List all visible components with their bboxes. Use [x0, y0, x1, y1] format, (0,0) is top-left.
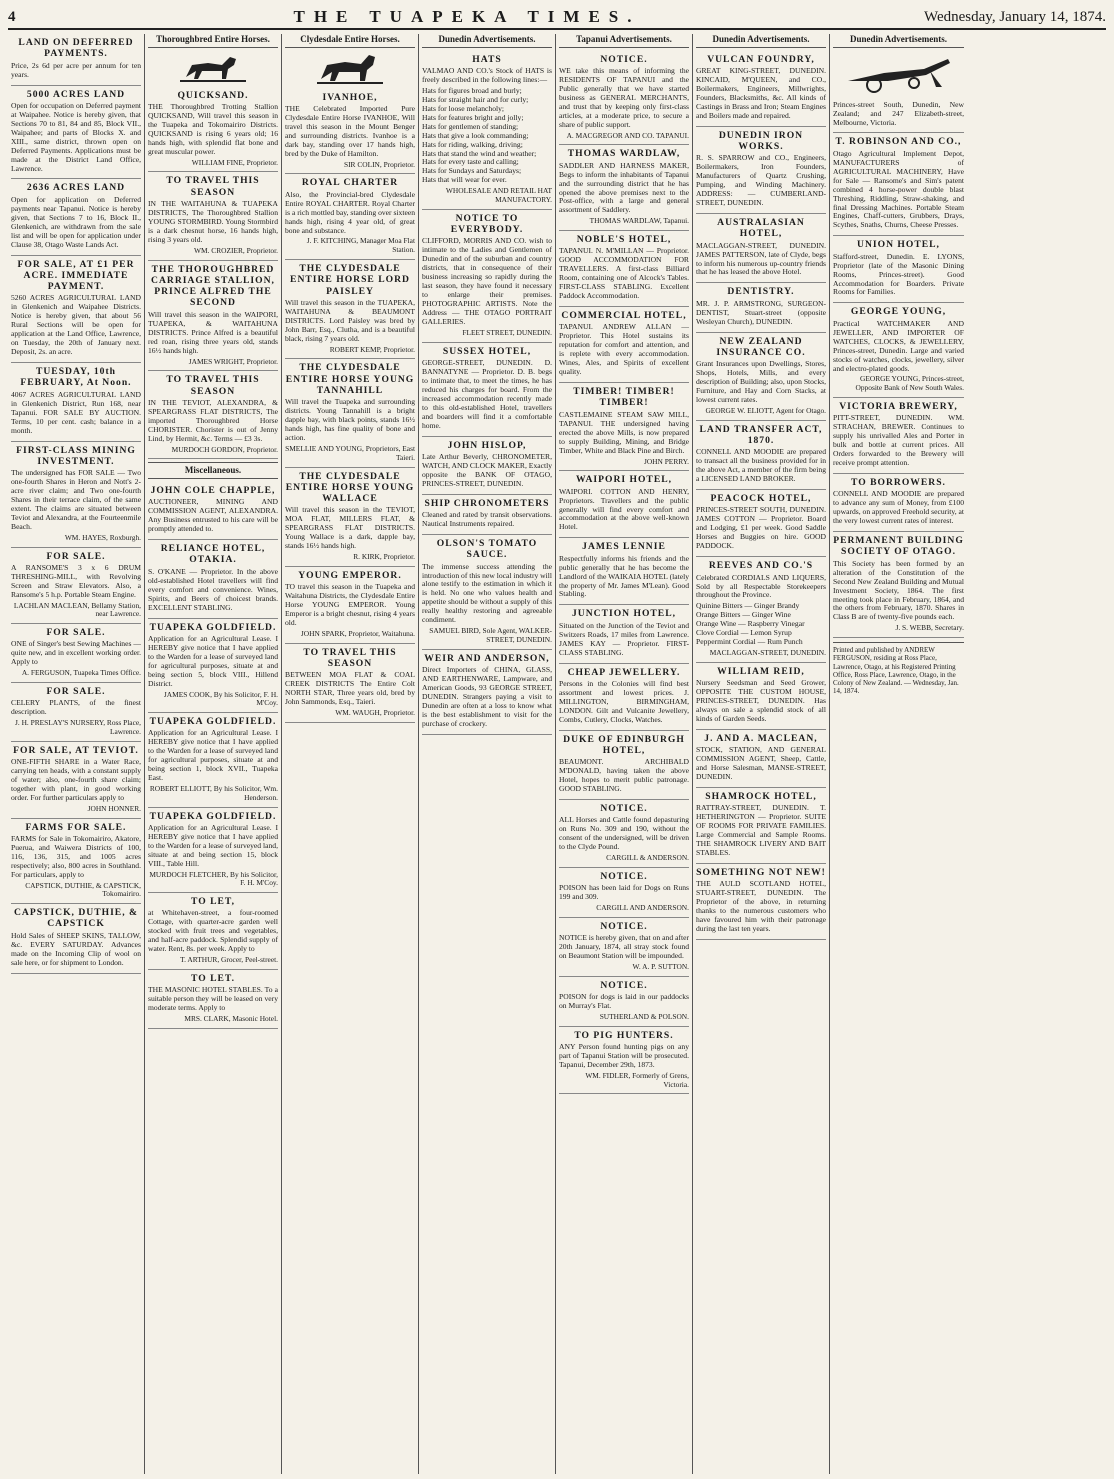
- advertisement-heading: LAND TRANSFER ACT, 1870.: [699, 423, 823, 447]
- advertisement: [696, 730, 826, 788]
- advertisement-heading: COMMERCIAL HOTEL,: [561, 310, 687, 322]
- advertisement: [148, 540, 278, 618]
- advertisement: [285, 174, 415, 260]
- advertisement-body: IN THE TEVIOT, ALEXANDRA, & SPEARGRASS FLAT DISTRICTS, The imported Thoroughbred Horse CHORISTER. Chorister is out of Jenny Lind, by Hermit, &c. Terms — £3 3s.: [148, 397, 278, 443]
- advertisement-body: TAPANUI. ANDREW ALLAN — Proprietor. This Hotel sustains its reputation for comfort and attention, and is replete with every accommodation. Wines, Ales, and Spirits of excellent quality.: [559, 322, 689, 377]
- advertisement-body: Respectfully informs his friends and the public generally that he has become the Landlord of the WAIKAIA HOTEL (lately the property of Mr. James M'Lean). Good Stabling.: [559, 553, 689, 599]
- advertisement-heading: TUAPEKA GOLDFIELD.: [149, 621, 277, 633]
- advertisement-body: Situated on the Junction of the Teviot and Switzers Roads, 17 miles from Lawrence. JAMES KAY — Proprietor. FIRST-CLASS STABLING.: [559, 620, 689, 657]
- list-item: Hats that will wear for ever.: [422, 175, 507, 185]
- advertisement-body: POISON has been laid for Dogs on Runs 199 and 309.: [559, 883, 689, 902]
- advertisement: [285, 567, 415, 644]
- advertisement-body: VALMAO AND CO.'s Stock of HATS is freely described in the following lines:—: [422, 65, 552, 84]
- advertisement-heading: THE THOROUGHBRED CARRIAGE STALLION, PRINCE ALFRED THE SECOND: [151, 263, 275, 309]
- advertisement-body: BETWEEN MOA FLAT & COAL CREEK DISTRICTS The Entire Colt NORTH STAR, Three years old, bred by John Sammonds, Esq., Taieri.: [285, 670, 415, 707]
- column-5: [556, 34, 693, 1474]
- advertisement-body: MR. J. P. ARMSTRONG, SURGEON-DENTIST, Stuart-street (opposite Wesleyan Church), DUNEDIN.: [696, 298, 826, 326]
- advertisement: [11, 683, 141, 742]
- advertisement: [422, 343, 552, 437]
- advertisement-body: THE MASONIC HOTEL STABLES. To a suitable person they will be leased on very moderate terms. Apply to: [148, 985, 278, 1013]
- advertisement-body: Will travel this season in the WAIPORI, TUAPEKA, & WAITAHUNA DISTRICTS. Prince Alfred is a beautiful red roan, rising three years old, stands 16½ hands high.: [148, 309, 278, 355]
- plough-illustration-icon: [844, 51, 954, 95]
- advertisement: [422, 51, 552, 210]
- advertisement-signature: GEORGE W. ELIOTT, Agent for Otago.: [705, 405, 826, 415]
- advertisement-heading: AUSTRALASIAN HOTEL,: [717, 216, 805, 240]
- list-item: Hats for figures broad and burly;: [422, 85, 522, 95]
- advertisement: [148, 808, 278, 894]
- advertisement-signature: JAMES COOK, By his Solicitor, F. H. M'Coy.: [163, 689, 278, 708]
- advertisement-heading: DENTISTRY.: [727, 286, 795, 298]
- advertisement-body: ALL Horses and Cattle found depasturing on Runs No. 309 and 190, without the consent of the undersigned, will be driven to the Clyde Pound.: [559, 815, 689, 852]
- advertisement: [148, 371, 278, 459]
- column-7: [830, 34, 967, 1474]
- column-1: [8, 34, 145, 1474]
- advertisement: [285, 89, 415, 175]
- advertisement-body: Hold Sales of SHEEP SKINS, TALLOW, &c. EVERY SATURDAY. Advances made on the Incoming Clip of wool on sale here, or for shipment to London.: [11, 930, 141, 967]
- advertisement: [422, 210, 552, 343]
- advertisement: [11, 86, 141, 180]
- list-item: Hats for straight hair and for curly;: [422, 94, 529, 104]
- column-heading: Tapanui Advertisements.: [559, 34, 689, 48]
- advertisement-heading: SHIP CHRONOMETERS: [424, 497, 550, 509]
- advertisement-heading: PERMANENT BUILDING SOCIETY OF OTAGO.: [833, 535, 964, 558]
- advertisement-heading: TO LET.: [191, 972, 235, 984]
- advertisement-heading: FOR SALE.: [46, 686, 106, 698]
- advertisement-body: This Society has been formed by an alteration of the Constitution of the Second New Zealand Building and Mutual Investment Society, 1864. The first meeting took place in February, 1864, and the others from February, 1870. Shares in Class B are of twenty-five pounds each.: [833, 558, 964, 622]
- advertisement: [833, 236, 964, 303]
- advertisement-heading: GEORGE YOUNG,: [850, 306, 947, 318]
- advertisement-heading: TIMBER! TIMBER! TIMBER!: [573, 386, 675, 409]
- advertisement-heading: IVANHOE,: [322, 91, 378, 103]
- column-3: [282, 34, 419, 1474]
- advertisement-body: 4067 ACRES AGRICULTURAL LAND in Glenkenich District, Run 168, near Tapanui. FOR SALE BY AUCTION. Terms, 10 per cent. cash; balance in a month.: [11, 389, 141, 435]
- advertisement: [559, 977, 689, 1027]
- advertisement-body: Stafford-street, Dunedin. E. LYONS, Proprietor (late of the Masonic Dining Rooms, Princes-street). Good Accommodation for Boarders. Private Rooms for Families.: [833, 251, 964, 297]
- advertisement: [148, 87, 278, 173]
- advertisement-heading: REEVES AND CO.'S: [708, 560, 814, 572]
- advertisement-body: WE take this means of informing the RESIDENTS OF TAPANUI and the Public generally that we have started business as GENERAL MERCHANTS, and trust that by keeping only first-class articles, at a moderate price, to secure a share of public support.: [559, 65, 689, 129]
- advertisement: [422, 535, 552, 650]
- advertisement-signature: CARGILL AND ANDERSON.: [596, 903, 689, 913]
- advertisement: [11, 442, 141, 548]
- advertisement-body: 5260 ACRES AGRICULTURAL LAND in Glenkenich and Waipahee Districts. Notice is hereby given, that about 56 Rural Sections will be open for application at the Land Office, Lawrence, on Tuesday, the 20th of January next. Deposit, 2s. an acre.: [11, 293, 141, 357]
- advertisement-body: Open for occupation on Deferred payment at Waipahee. Notice is hereby given, that Sections 70 to 81, 84 and 85, Block VII., Waipahee; and parts of Blocks X. and XIII., same district, thrown open on Deferred Payments. Applications must be made at the District Land Office, Lawrence.: [11, 100, 141, 173]
- advertisement: [285, 260, 415, 359]
- newspaper-title: THE TUAPEKA TIMES.: [293, 7, 641, 26]
- advertisement-heading: JAMES LENNIE: [582, 541, 666, 553]
- advertisement-body: MACLAGGAN-STREET, DUNEDIN. JAMES PATTERSON, late of Clyde, begs to inform his numerous up-country friends that he has leased the above Hotel.: [696, 240, 826, 277]
- advertisement-body: FARMS for Sale in Tokomairiro, Akatore, Puerua, and Waiwera Districts of 100, 116, 136, 315, and 1005 acres respectively; also, 800 acres in Southland. For particulars, apply to: [11, 833, 141, 879]
- advertisement-heading: THOMAS WARDLAW,: [567, 148, 681, 160]
- advertisement-signature: JOHN PERRY.: [643, 456, 689, 466]
- advertisement: [11, 363, 141, 441]
- advertisement: [696, 127, 826, 214]
- advertisement-heading: TO TRAVEL THIS SEASON: [303, 646, 397, 670]
- advertisement-signature: T. ARTHUR, Grocer, Peel-street.: [180, 955, 278, 965]
- advertisement-heading: VICTORIA BREWERY,: [839, 400, 958, 412]
- advertisement: [696, 663, 826, 730]
- advertisement: [11, 34, 141, 86]
- advertisement-heading: NOTICE.: [600, 920, 648, 932]
- advertisement-heading: NEW ZEALAND INSURANCE CO.: [716, 335, 806, 358]
- advertisement-signature: WM. FIDLER, Formerly of Grens, Victoria.: [585, 1070, 689, 1089]
- advertisement-signature: WILLIAM FINE, Proprietor.: [191, 157, 278, 167]
- column-heading: Dunedin Advertisements.: [833, 34, 964, 48]
- advertisement-body: Princes-street South, Dunedin, New Zealand; and 247 Elizabeth-street, Melbourne, Victoria.: [833, 99, 964, 127]
- advertisement-body: Direct Importers of CHINA, GLASS, AND EARTHENWARE, Lampware, and American Goods, 93 GEORGE STREET, DUNEDIN. Strangers paying a visit to Dunedin are often at a loss to know what is the best establishment to visit for the purchase of crockery.: [422, 665, 552, 728]
- issue-date: Wednesday, January 14, 1874.: [924, 8, 1106, 25]
- masthead: [8, 6, 1106, 30]
- advertisement-body: Otago Agricultural Implement Depot, MANUFACTURERS of AGRICULTURAL MACHINERY, Have for Sale — Ransome's and Sim's patent combined 4 horse-power double blast Threshing, Riddling, Straw-shaking, and final Dressing Machines. Portable Steam Engines, Chaff-cutters, Grubbers, Drays, Scythes, Snaths, Churns, Cheese Presses.: [833, 148, 964, 230]
- advertisement-heading: WILLIAM REID,: [717, 665, 805, 677]
- advertisement: [696, 557, 826, 663]
- advertisement: [559, 1027, 689, 1095]
- advertisement-heading: TUAPEKA GOLDFIELD.: [149, 716, 277, 727]
- advertisement-body: PRINCES-STREET SOUTH, DUNEDIN. JAMES COTTON — Proprietor. Board and Lodging, £1 per week. Good Saddle Horses and Buggies on hire. GOOD PADDOCK.: [696, 505, 826, 551]
- advertisement-body: Also, the Provincial-bred Clydesdale Entire ROYAL CHARTER. Royal Charter is a rich mottled bay, standing over sixteen hands high, rising 4 year old, of great bone and substance.: [285, 189, 415, 235]
- advertisement-signature: A. FERGUSON, Tuapeka Times Office.: [21, 668, 141, 678]
- column-heading: Dunedin Advertisements.: [696, 34, 826, 48]
- advertisement-body: Price, 2s 6d per acre per annum for ten years.: [11, 60, 141, 79]
- advertisement-body: TAPANUI. N. M'MILLAN — Proprietor. GOOD ACCOMMODATION FOR TRAVELLERS. A first-class Billiard Room, containing one of Alcock's Tables. FIRST-CLASS STABLING. Excellent Paddock Accommodation.: [559, 246, 689, 301]
- advertisement-heading: JUNCTION HOTEL,: [571, 608, 677, 620]
- advertisement-signature: R. KIRK, Proprietor.: [353, 552, 415, 562]
- advertisement: [833, 303, 964, 398]
- advertisement-heading: OLSON'S TOMATO SAUCE.: [436, 537, 538, 561]
- list-item: Hats for loose melancholy;: [422, 103, 505, 113]
- advertisement-heading: J. AND A. MACLEAN,: [704, 732, 818, 744]
- list-item: Hats for gentlemen of standing;: [422, 121, 519, 131]
- advertisement: [422, 437, 552, 495]
- advertisement-body: Celebrated CORDIALS AND LIQUERS, Sold by all Respectable Storekeepers throughout the Province.: [696, 572, 826, 600]
- advertisement-signature: J. S. WEBB, Secretary.: [895, 623, 964, 633]
- advertisement: [696, 283, 826, 332]
- advertisement-signature: SUTHERLAND & POLSON.: [599, 1012, 689, 1022]
- advertisement: [696, 51, 826, 127]
- advertisement-body: CELERY PLANTS, of the finest description.: [11, 698, 141, 717]
- advertisement-heading: FOR SALE, AT TEVIOT.: [13, 744, 139, 756]
- advertisement-body: A RANSOME'S 3 x 6 DRUM THRESHING-MILL, with Revolving Screen and Straw Elevators. Also, a Ransome's 5 h.p. Portable Steam Engine.: [11, 562, 141, 599]
- list-item: Peppermint Cordial — Rum Punch: [696, 637, 803, 647]
- advertisement: [11, 256, 141, 364]
- advertisement: [696, 214, 826, 283]
- advertisement-heading: UNION HOTEL,: [857, 239, 940, 251]
- advertisement-heading: TUAPEKA GOLDFIELD.: [149, 810, 277, 822]
- advertisement: [559, 664, 689, 731]
- advertisement-signature: J. F. KITCHING, Manager Moa Flat Station.: [306, 236, 415, 255]
- advertisement-signature: ROBERT ELLIOTT, By his Solicitor, Wm. Henderson.: [149, 784, 278, 802]
- advertisement-body: The undersigned has FOR SALE — Two one-fourth Shares in Heron and Nott's 2-acre river claim; and Two one-fourth Shares in their terrace claim, of the same extent. The claims are situated between Teviot and Alexandra, at the Fourteenmile Beach.: [11, 468, 141, 531]
- advertisement-heading: SUSSEX HOTEL,: [442, 345, 532, 357]
- advertisement-body: Will travel this season in the TUAPEKA, WAITAHUNA & BEAUMONT DISTRICTS. Lord Paisley was bred by John Barr, Esq., Clutha, and is a beautiful black, rising 7 years old.: [285, 297, 415, 343]
- advertisement-body: CASTLEMAINE STEAM SAW MILL, TAPANUI. THE undersigned having erected the above Mills, is now prepared to supply Building, Mining, and Bridge Timber, White and Black Pine and Birch.: [559, 409, 689, 455]
- advertisement-list: [422, 87, 552, 185]
- advertisement-heading: TO PIG HUNTERS.: [574, 1029, 674, 1041]
- advertisement: [696, 788, 826, 864]
- advertisement: [559, 868, 689, 918]
- advertisement: [559, 471, 689, 538]
- page-number: 4: [8, 8, 16, 25]
- advertisement: [422, 495, 552, 535]
- advertisement: [11, 548, 141, 625]
- advertisement-body: Cleaned and rated by transit observations. Nautical Instruments repaired.: [422, 510, 552, 528]
- advertisement: [148, 970, 278, 1029]
- advertisement-body: NOTICE is hereby given, that on and after 20th January, 1874, all stray stock found on Beaumont Station will be impounded.: [559, 933, 689, 961]
- advertisement-signature: WM. WAUGH, Proprietor.: [335, 708, 415, 718]
- advertisement-body: CONNELL AND MOODIE are prepared to advance any sum of Money, from £100 upwards, on approved Freehold security, at the very lowest current rates of interest.: [833, 489, 964, 526]
- advertisement-heading: WAIPORI HOTEL,: [575, 474, 673, 486]
- advertisement-heading: JOHN COLE CHAPPLE,: [150, 484, 276, 496]
- advertisement-heading: FOR SALE.: [46, 627, 106, 639]
- advertisement-body: ONE of Singer's best Sewing Machines — quite new, and in excellent working order. Apply to: [11, 639, 141, 667]
- advertisement-signature: LACHLAN MACLEAN, Bellamy Station, near Lawrence.: [13, 600, 141, 619]
- advertisement-body: THE AULD SCOTLAND HOTEL, STUART-STREET, DUNEDIN. The Proprietor of the above, in returning thanks to the numerous customers who have favoured him with their patronage during the last ten years.: [696, 879, 826, 934]
- advertisement-signature: SIR COLIN, Proprietor.: [343, 159, 415, 169]
- advertisement: [833, 474, 964, 532]
- imprint-footer: Printed and published by ANDREW FERGUSON, residing at Ross Place, Lawrence, Otago, at his Registered Printing Office, Ross Place, Lawrence, Otago, in the Colony of New Zealand. — Wednesday, Jan. 14, 1874.: [833, 642, 964, 696]
- advertisement-signature: MURDOCH GORDON, Proprietor.: [171, 444, 278, 454]
- draught-horse-illustration-icon: [315, 51, 385, 87]
- advertisement: [559, 145, 689, 231]
- advertisement: [285, 468, 415, 567]
- advertisement-heading: SOMETHING NOT NEW!: [696, 867, 826, 879]
- advertisement: [11, 742, 141, 819]
- advertisement-heading: FARMS FOR SALE.: [25, 821, 127, 833]
- advertisement-body: GEORGE-STREET, DUNEDIN. D. BANNATYNE — Proprietor. D. B. begs to intimate that, to meet the times, he has reduced his charges for board. From the increased accommodation recently made to this old-established Hotel, travellers and boarders will find it a comfortable home.: [422, 357, 552, 430]
- advertisement: [148, 713, 278, 808]
- advertisement-heading: JOHN HISLOP,: [447, 439, 527, 451]
- advertisement: [148, 261, 278, 372]
- advertisement-signature: FLEET STREET, DUNEDIN.: [462, 327, 552, 337]
- advertisement-heading: RELIANCE HOTEL, OTAKIA.: [160, 543, 266, 566]
- advertisement-signature: A. MACGREGOR AND CO. TAPANUI.: [566, 130, 689, 140]
- advertisement-heading: WEIR AND ANDERSON,: [424, 652, 550, 664]
- advertisement-heading: YOUNG EMPEROR.: [298, 569, 402, 581]
- advertisement: [559, 731, 689, 800]
- advertisement: [696, 864, 826, 940]
- advertisement-signature: CAPSTICK, DUTHIE, & CAPSTICK, Tokomairiro.: [25, 880, 141, 899]
- advertisement-body: The immense success attending the introduction of this new local industry will alone testify to the estimation in which it is held. No one who values health and appetite should be without a supply of this really healthy restoring and agreeable condiment.: [422, 561, 552, 625]
- section-heading-miscellaneous: Miscellaneous.: [148, 462, 278, 479]
- advertisement: [285, 359, 415, 467]
- advertisement-heading: NOTICE.: [600, 979, 648, 991]
- advertisement-signature: J. H. PRESLAY'S NURSERY, Ross Place, Lawrence.: [15, 718, 141, 736]
- advertisement-heading: DUNEDIN IRON WORKS.: [718, 129, 804, 152]
- advertisement-signature: WHOLESALE AND RETAIL HAT MANUFACTORY.: [445, 186, 552, 205]
- advertisement-heading: FIRST-CLASS MINING INVESTMENT.: [16, 444, 136, 467]
- advertisement-signature: GEORGE YOUNG, Princes-street, Opposite Bank of New South Wales.: [855, 374, 964, 393]
- advertisement-heading: CAPSTICK, DUTHIE, & CAPSTICK: [13, 907, 138, 930]
- list-item: Clove Cordial — Lemon Syrup: [696, 628, 792, 638]
- advertisement-heading: 5000 ACRES LAND: [26, 88, 126, 100]
- list-item: Orange Wine — Raspberry Vinegar: [696, 619, 805, 629]
- column-heading: Clydesdale Entire Horses.: [285, 34, 415, 48]
- advertisement-signature: JOHN HONNER.: [87, 803, 141, 813]
- list-item: Hats for features bright and jolly;: [422, 112, 524, 122]
- advertisement-body: at Whitehaven-street, a four-roomed Cottage, with quarter-acre garden well stocked with fruit trees and vegetables, and half-acre paddock. Splendid supply of water. Rent, 8s. per week. Apply to: [148, 908, 278, 954]
- advertisement: [833, 97, 964, 134]
- advertisement-heading: FOR SALE, AT £1 PER ACRE. IMMEDIATE PAYMENT.: [17, 258, 135, 293]
- advertisement-heading: NOBLE'S HOTEL,: [576, 234, 672, 246]
- advertisement-heading: QUICKSAND.: [177, 89, 249, 101]
- advertisement-heading: FOR SALE.: [46, 550, 106, 562]
- advertisement-body: ANY Person found hunting pigs on any part of Tapanui Station will be prosecuted. Tapanui, December 29th, 1873.: [559, 1042, 689, 1069]
- advertisement-heading: TO BORROWERS.: [851, 476, 946, 488]
- advertisement-heading: PEACOCK HOTEL,: [710, 493, 812, 505]
- advertisement-body: Will travel the Tuapeka and surrounding districts. Young Tannahill is a bright dapple bay, with black points, stands 16½ hands high, has fine quality of bone and action.: [285, 397, 415, 443]
- advertisement-body: PITT-STREET, DUNEDIN. WM. STRACHAN, BREWER. Continues to supply his unrivalled Ales and Porter in bulk and bottle at current prices. All Orders forwarded to the Brewery will receive prompt attention.: [833, 413, 964, 468]
- advertisement-heading: THE CLYDESDALE ENTIRE HORSE YOUNG TANNAHILL: [285, 362, 415, 396]
- advertisement-body: THE Thoroughbred Trotting Stallion QUICKSAND, Will travel this season in the Tuapeka and Tokomairiro Districts. QUICKSAND is rising 6 years old; 16 hands high, with splendid flat bone and great muscular power.: [148, 101, 278, 156]
- advertisement: [833, 133, 964, 236]
- advertisement: [559, 383, 689, 471]
- advertisement-body: CONNELL AND MOODIE are prepared to transact all the business provided for in the above Act, a member of the firm being a LICENSED LAND BROKER.: [696, 447, 826, 484]
- advertisement-body: RATTRAY-STREET, DUNEDIN. T. HETHERINGTON — Proprietor. SUITE OF ROOMS FOR PRIVATE FAMILIES. Large Commercial and Sample Rooms. THE SHAMROCK LIVERY AND BAIT STABLES.: [696, 803, 826, 858]
- advertisement: [696, 421, 826, 490]
- advertisement: [696, 490, 826, 557]
- advertisement-body: AUCTIONEER, MINING AND COMMISSION AGENT, ALEXANDRA. Any Business entrusted to his care will be promptly attended to.: [148, 497, 278, 534]
- advertisement-heading: NOTICE TO EVERYBODY.: [450, 212, 524, 236]
- advertisement-heading: ROYAL CHARTER: [301, 177, 399, 189]
- advertisement-heading: THE CLYDESDALE ENTIRE HORSE LORD PAISLEY: [290, 262, 410, 297]
- advertisement-signature: SMELLIE AND YOUNG, Proprietors, East Taieri.: [285, 444, 415, 462]
- advertisement: [559, 918, 689, 977]
- column-2: [145, 34, 282, 1474]
- list-item: Orange Bitters — Ginger Wine: [696, 610, 791, 620]
- advertisement: [559, 538, 689, 605]
- advertisement-body: S. O'KANE — Proprietor. In the above old-established Hotel travellers will find every comfort and convenience. Wines, Spirits, and Beers of choicest brands. EXCELLENT STABLING.: [148, 566, 278, 612]
- advertisement-signature: JAMES WRIGHT, Proprietor.: [188, 356, 278, 366]
- advertisement: [11, 179, 141, 255]
- advertisement-signature: CARGILL & ANDERSON.: [606, 853, 689, 863]
- list-item: Hats that give a look commanding;: [422, 130, 529, 140]
- advertisement-body: Late Arthur Beverly, CHRONOMETER, WATCH, AND CLOCK MAKER, Exactly opposite the BANK OF OTAGO, PRINCES-STREET, DUNEDIN.: [422, 451, 552, 488]
- advertisement: [11, 819, 141, 905]
- advertisement-heading: TO TRAVEL THIS SEASON: [166, 374, 260, 397]
- advertisement-body: SADDLER AND HARNESS MAKER, Begs to inform the inhabitants of Tapanui and the surrounding district that he has opened the above premises next to the Post-office, with a large and general assortment of Saddlery.: [559, 160, 689, 215]
- advertisement-body: Application for an Agricultural Lease. I HEREBY give notice that I have applied to the Warden for a lease of surveyed land for agricultural purposes, situate at and being section 1, block XVII., Tuapeka East.: [148, 728, 278, 783]
- advertisement-heading: TO TRAVEL THIS SEASON: [166, 175, 260, 198]
- advertisement-body: CLIFFORD, MORRIS AND CO. wish to intimate to the Ladies and Gentlemen of Dunedin and of the suburban and country districts, that in consequence of their business increasing so rapidly during the last season, they have found it necessary to enlarge their premises. PHOTOGRAPHIC ARTISTS. Note the Address — THE OTAGO PORTRAIT GALLERIES.: [422, 236, 552, 326]
- advertisement-body: R. S. SPARROW and CO., Engineers, Boilermakers, Iron Founders, Manufacturers of Quartz Crushing, Pumping, and Winding Machinery. ADDRESS: — CUMBERLAND-STREET, DUNEDIN.: [696, 153, 826, 208]
- column-4: [419, 34, 556, 1474]
- advertisement-heading: TO LET,: [191, 896, 235, 908]
- advertisement-signature: MACLAGGAN-STREET, DUNEDIN.: [709, 648, 826, 658]
- advertisement-list: [696, 602, 826, 647]
- advertisement: [559, 231, 689, 307]
- advertisement-heading: NOTICE.: [600, 53, 648, 65]
- advertisement-signature: THOMAS WARDLAW, Tapanui.: [589, 216, 689, 226]
- advertisement-signature: SAMUEL BIRD, Sole Agent, WALKER-STREET, DUNEDIN.: [429, 626, 552, 644]
- advertisement: [11, 904, 141, 973]
- advertisement-body: Will travel this season in the TEVIOT, MOA FLAT, MILLERS FLAT, & SPEARGRASS FLAT DISTRICTS. Young Wallace is a dark, dapple bay, stands 16½ hands high.: [285, 505, 415, 551]
- advertisement-heading: NOTICE.: [600, 870, 648, 882]
- column-heading: Thoroughbred Entire Horses.: [148, 34, 278, 48]
- advertisement-heading: 2636 ACRES LAND: [26, 182, 126, 194]
- advertisement-body: ONE-FIFTH SHARE in a Water Race, carrying ten heads, with a constant supply of water; also, one-fourth share claim; together with plant, in good working order. For further particulars apply to: [11, 757, 141, 802]
- advertisement-body: STOCK, STATION, AND GENERAL COMMISSION AGENT, Sheep, Cattle, and Horse Salesman, MANSE-STREET, DUNEDIN.: [696, 745, 826, 782]
- advertisement: [559, 307, 689, 383]
- list-item: Hats that stand the wind and weather;: [422, 148, 537, 158]
- list-item: Hats for riding, walking, driving;: [422, 139, 523, 149]
- advertisement: [285, 644, 415, 723]
- advertisement: [559, 800, 689, 868]
- advertisement-body: WAIPORI. COTTON AND HENRY, Proprietors. Travellers and the public generally will find every comfort and accommodation at the above well-known Hotel.: [559, 486, 689, 532]
- advertisement-signature: WM. CROZIER, Proprietor.: [194, 245, 278, 255]
- advertisement-heading: T. ROBINSON AND CO.,: [835, 136, 962, 148]
- advertisement-body: Practical WATCHMAKER AND JEWELLER, AND IMPORTER OF WATCHES, CLOCKS, & JEWELLERY, Princes-street, Dunedin. Large and varied stocks of watches, clocks, jewellery, silver and electro-plated goods.: [833, 318, 964, 373]
- advertisement-body: GREAT KING-STREET, DUNEDIN. KINCAID, M'QUEEN, and CO., Boilermakers, Engineers, Millwrights, Founders, Blacksmiths, &c. All kinds of Castings in Brass and Iron; Steam Engines and Boilers made and repaired.: [696, 65, 826, 120]
- advertisement-heading: LAND ON DEFERRED PAYMENTS.: [18, 37, 134, 60]
- advertisement-heading: NOTICE.: [600, 803, 648, 815]
- horse-illustration-icon: [178, 51, 248, 85]
- advertisement: [148, 172, 278, 260]
- list-item: Hats for Sundays and Saturdays;: [422, 166, 522, 176]
- advertisement-body: THE Celebrated Imported Pure Clydesdale Entire Horse IVANHOE, Will travel this season in the Mount Benger and surrounding districts. Ivanhoe is a dark bay, standing over 17 hands high, bred by the Duke of Hamilton.: [285, 103, 415, 158]
- advertisement: [559, 51, 689, 146]
- advertisement-signature: W. A. P. SUTTON.: [632, 962, 689, 972]
- advertisement-body: Open for application on Deferred payments near Tapanui. Notice is hereby given, that Sections 7 to 16, Block II., Glenkenich, are withdrawn from the sale list and will be open for application under Clause 38, Otago Waste Lands Act.: [11, 194, 141, 249]
- column-heading: Dunedin Advertisements.: [422, 34, 552, 48]
- advertisement-body: Persons in the Colonies will find best assortment and lowest prices. J. MILLINGTON, BIRMINGHAM, LONDON. Gilt and Vulcanite Jewellery, Combs, Cutlery, Clocks, Watches.: [559, 678, 689, 724]
- advertisement-signature: MRS. CLARK, Masonic Hotel.: [184, 1014, 278, 1024]
- advertisement-heading: THE CLYDESDALE ENTIRE HORSE YOUNG WALLACE: [285, 470, 415, 505]
- list-item: Quinine Bitters — Ginger Brandy: [696, 601, 800, 611]
- advertisement-heading: SHAMROCK HOTEL,: [705, 791, 817, 803]
- advertisement-body: Application for an Agricultural Lease. I HEREBY give notice that I have applied to the Warden for a lease of surveyed land for agricultural purposes, situate at and being section 5, block VIII., Hillend District.: [148, 633, 278, 688]
- advertisement-signature: WM. HAYES, Roxburgh.: [64, 532, 141, 542]
- advertisement-signature: ROBERT KEMP, Proprietor.: [329, 344, 415, 354]
- advertisement: [148, 893, 278, 970]
- advertisement-body: Application for an Agricultural Lease. I HEREBY give notice that I have applied to the Warden for a lease of surveyed land, situate at and being section 15, block VIII., Table Hill.: [148, 822, 278, 868]
- advertisement-heading: TUESDAY, 10th FEBRUARY, At Noon.: [20, 366, 132, 389]
- advertisement: [833, 532, 964, 638]
- advertisement-body: Nursery Seedsman and Seed Grower, OPPOSITE THE CUSTOM HOUSE, PRINCES-STREET, DUNEDIN. Has always on sale a splendid stock of all kinds of Garden Seeds.: [696, 678, 826, 724]
- advertisement: [148, 619, 278, 714]
- advertisement: [422, 650, 552, 735]
- advertisement-body: TO travel this season in the Tuapeka and Waitahuna Districts, the Clydesdale Entire Horse YOUNG EMPEROR. Young Emperor is a bright chesnut, rising 4 years old.: [285, 582, 415, 628]
- advertisement-body: Grant Insurances upon Dwellings, Stores, Shops, Hotels, Mills, and every description of Building; also, upon Stocks, Furniture, and Hay and Corn Stacks, at lowest current rates.: [696, 359, 826, 405]
- advertisement: [11, 624, 141, 683]
- list-item: Hats for every taste and calling;: [422, 157, 519, 167]
- advertisement-body: POISON for dogs is laid in our paddocks on Murray's Flat.: [559, 992, 689, 1011]
- advertisement: [559, 605, 689, 663]
- advertisement-body: BEAUMONT. ARCHIBALD M'DONALD, having taken the above Hotel, hopes to merit public patronage. GOOD STABLING.: [559, 757, 689, 794]
- advertisement: [696, 333, 826, 421]
- advertisement-heading: DUKE OF EDINBURGH HOTEL,: [563, 733, 685, 756]
- advertisement-signature: JOHN SPARK, Proprietor, Waitahuna.: [300, 629, 415, 639]
- advertisement-signature: MURDOCH FLETCHER, By his Solicitor, F. H. M'Coy.: [149, 869, 278, 888]
- advertisement-body: IN THE WAITAHUNA & TUAPEKA DISTRICTS, The Thoroughbred Stallion YOUNG STORMBIRD. Young Stormbird is a dark chesnut horse, 16 hands high, rising 3 years old.: [148, 199, 278, 244]
- advertisement: [148, 482, 278, 540]
- advertisement: [833, 398, 964, 474]
- advertisement-heading: HATS: [472, 53, 502, 65]
- column-6: [693, 34, 830, 1474]
- advertisement-heading: CHEAP JEWELLERY.: [567, 666, 681, 678]
- advertisement-heading: VULCAN FOUNDRY,: [707, 53, 815, 65]
